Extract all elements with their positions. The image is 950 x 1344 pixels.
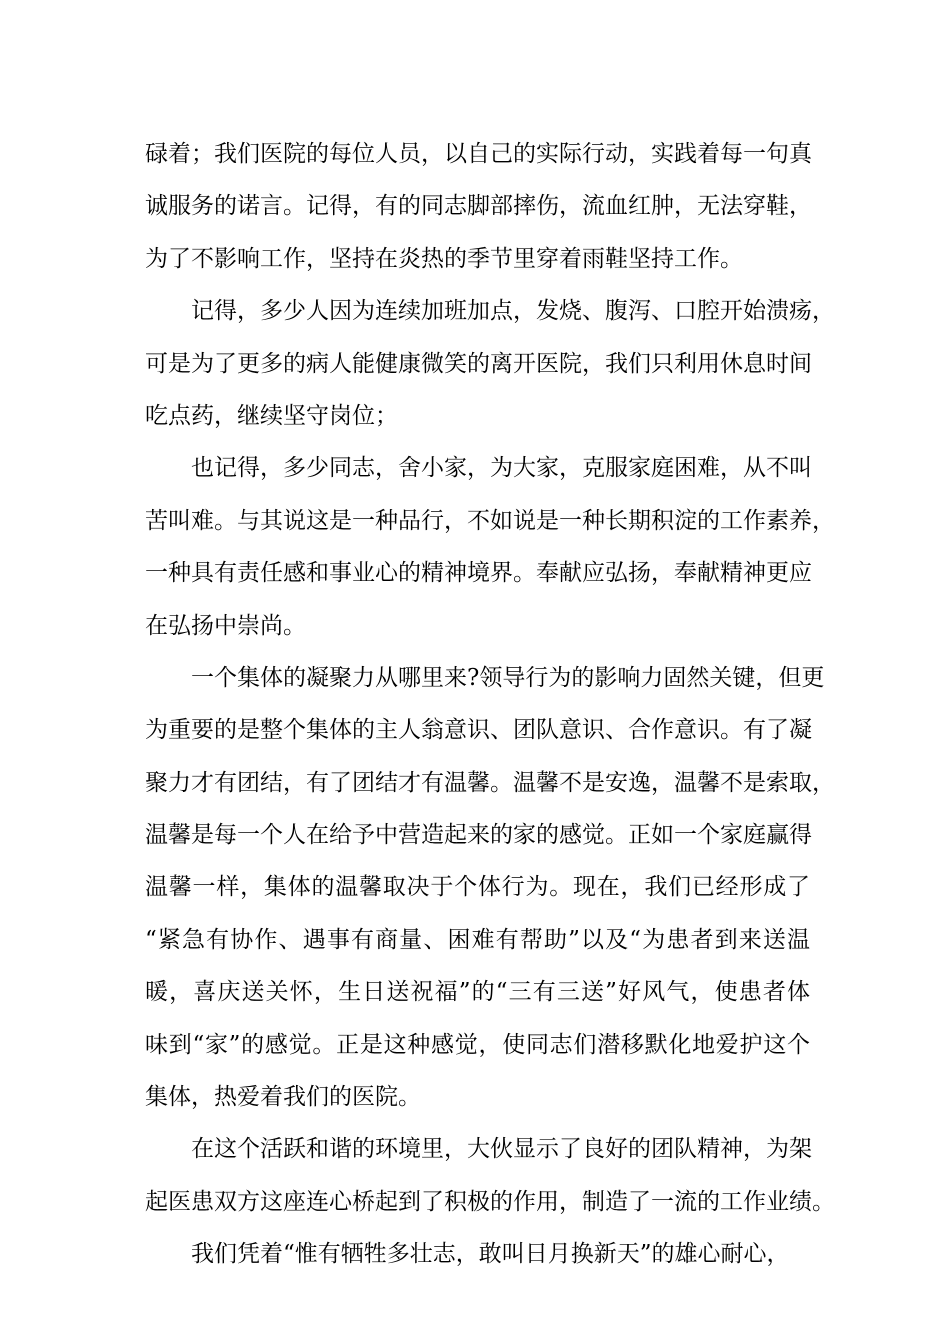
text-line: 温馨是每一个人在给予中营造起来的家的感觉。正如一个家庭赢得 — [145, 822, 812, 849]
text-line: 在弘扬中崇尚。 — [145, 612, 306, 639]
text-line: 吃点药，继续坚守岗位； — [145, 402, 398, 429]
text-line: 起医患双方这座连心桥起到了积极的作用，制造了一流的工作业绩。 — [145, 1188, 835, 1215]
text-line: 碌着；我们医院的每位人员，以自己的实际行动，实践着每一句真 — [145, 141, 812, 167]
paragraph-first-line: 在这个活跃和谐的环境里，大伙显示了良好的团队精神，为架 — [191, 1136, 812, 1163]
text-line: 一种具有责任感和事业心的精神境界。奉献应弘扬，奉献精神更应 — [145, 560, 812, 587]
text-line: 苦叫难。与其说这是一种品行，不如说是一种长期积淀的工作素养， — [145, 507, 835, 534]
text-line: 聚力才有团结，有了团结才有温馨。温馨不是安逸，温馨不是索取， — [145, 769, 835, 796]
paragraph-first-line: 也记得，多少同志，舍小家，为大家，克服家庭困难，从不叫 — [191, 455, 812, 482]
text-line: 暖，喜庆送关怀，生日送祝福”的“三有三送”好风气，使患者体 — [145, 979, 810, 1006]
paragraph-first-line: 我们凭着“惟有牺牲多壮志，敢叫日月换新天”的雄心耐心， — [191, 1241, 790, 1268]
text-line: 可是为了更多的病人能健康微笑的离开医院，我们只利用休息时间 — [145, 350, 812, 377]
text-line: 味到“家”的感觉。正是这种感觉，使同志们潜移默化地爱护这个 — [145, 1031, 810, 1058]
text-line: 温馨一样，集体的温馨取决于个体行为。现在，我们已经形成了 — [145, 874, 810, 901]
body-text — [145, 128, 835, 1281]
text-line: “紧急有协作、遇事有商量、困难有帮助”以及“为患者到来送温 — [145, 926, 810, 953]
text-line: 为重要的是整个集体的主人翁意识、团队意识、合作意识。有了凝 — [145, 717, 812, 744]
text-line: 诚服务的诺言。记得，有的同志脚部摔伤，流血红肿，无法穿鞋， — [145, 193, 812, 220]
paragraph-first-line: 记得，多少人因为连续加班加点，发烧、腹泻、口腔开始溃疡， — [191, 298, 835, 325]
text-line: 集体，热爱着我们的医院。 — [145, 1084, 421, 1111]
paragraph-first-line: 一个集体的凝聚力从哪里来?领导行为的影响力固然关键，但更 — [191, 664, 825, 691]
text-line: 为了不影响工作，坚持在炎热的季节里穿着雨鞋坚持工作。 — [145, 245, 743, 272]
